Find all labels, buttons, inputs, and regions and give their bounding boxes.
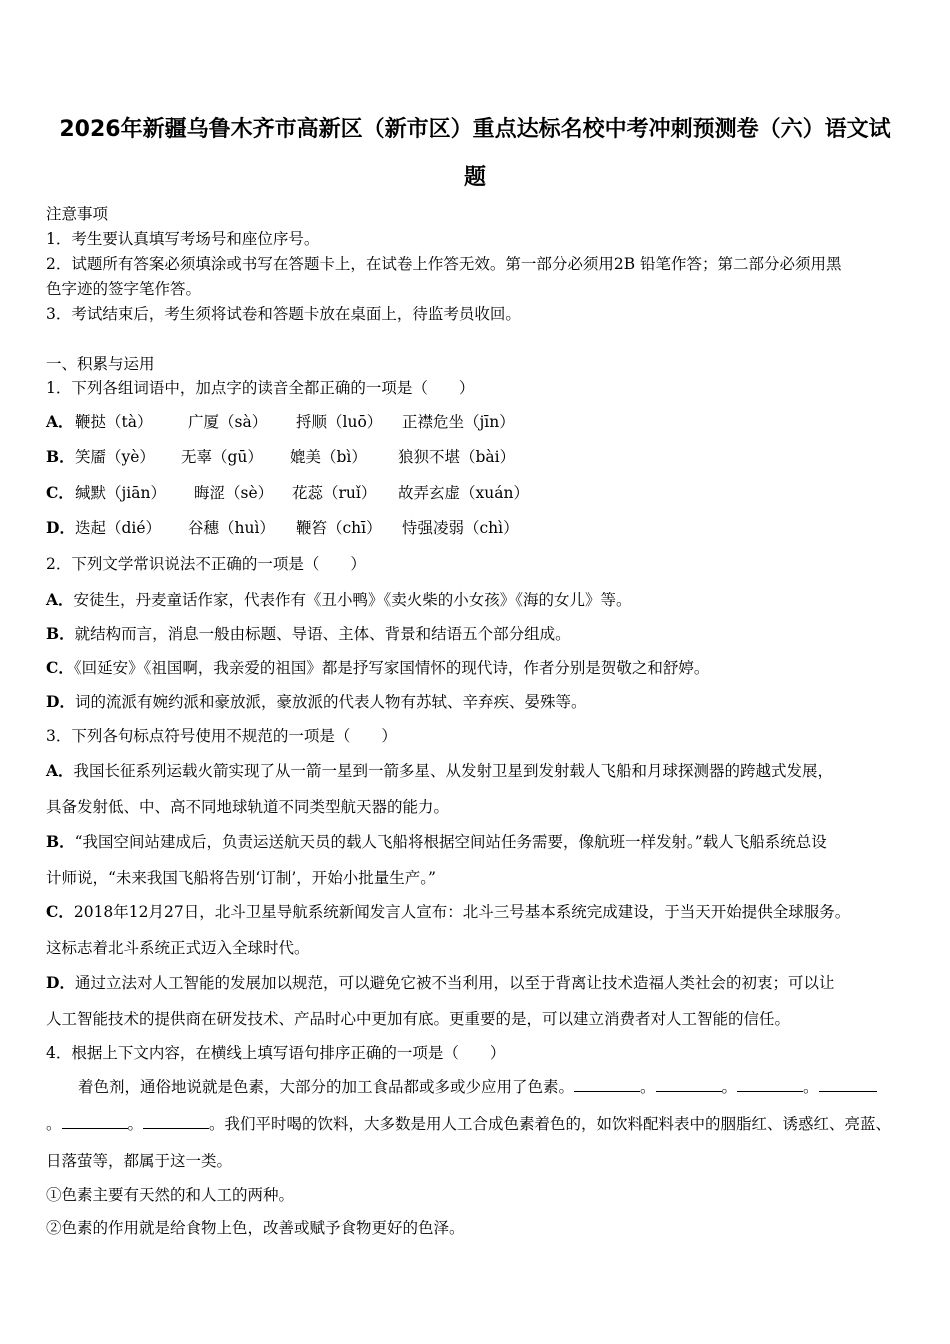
option-word: 恃强凌弱（chì） [402,519,519,537]
option-label: C． [46,483,74,502]
question-3-option-a: A．我国长征系列运载火箭实现了从一箭一星到一箭多星、从发射卫星到发射载人飞船和月球探测器的跨越式发展， [46,761,834,780]
question-3-option-b: B．“我国空间站建成后，负责运送航天员的载人飞船将根据空间站任务需要，像航班一样发射。”载人飞船系统总设 [46,832,827,851]
answer-blank[interactable] [819,1077,877,1092]
option-word: 正襟危坐（jīn） [402,413,515,431]
answer-blank[interactable] [574,1077,640,1092]
question-3-stem: 3．下列各句标点符号使用不规范的一项是（ ） [46,727,397,745]
question-2-option-c: C．《回延安》《祖国啊，我亲爱的祖国》都是抒写家国情怀的现代诗，作者分别是贺敬之和舒婷。 [46,658,710,677]
option-word: 谷穗（huì） [188,519,275,537]
question-4-sentence: ①色素主要有天然的和人工的两种。 [46,1186,295,1204]
notice-item: 3．考试结束后，考生须将试卷和答题卡放在桌面上，待监考员收回。 [46,305,521,323]
question-4-passage-line3: 日落萤等，都属于这一类。 [46,1152,233,1170]
question-2-stem: 2．下列文学常识说法不正确的一项是（ ） [46,555,366,573]
notice-item: 2．试题所有答案必须填涂或书写在答题卡上，在试卷上作答无效。第一部分必须用2B 铅笔作答；第二部分必须用黑 [46,255,842,273]
page-title: 2026年新疆乌鲁木齐市高新区（新市区）重点达标名校中考冲刺预测卷（六）语文试 [59,117,891,142]
option-word: 狼狈不堪（bài） [398,448,516,466]
question-4-sentence: ②色素的作用就是给食物上色，改善或赋予食物更好的色泽。 [46,1219,465,1237]
option-label: A． [46,412,74,431]
notice-heading: 注意事项 [46,205,109,223]
option-word: 鞭挞（tà） [75,413,153,431]
option-word: 媲美（bì） [290,448,367,466]
question-3-option-c-continued: 这标志着北斗系统正式迈入全球时代。 [46,939,310,957]
notice-item: 色字迹的签字笔作答。 [46,280,202,298]
option-word: 捋顺（luō） [296,413,383,431]
question-4-stem: 4．根据上下文内容，在横线上填写语句排序正确的一项是（ ） [46,1044,506,1062]
question-2-option-b: B．就结构而言，消息一般由标题、导语、主体、背景和结语五个部分组成。 [46,624,571,643]
option-word: 笑靥（yè） [75,448,155,466]
option-word: 故弄玄虚（xuán） [398,484,529,502]
question-3-option-c: C．2018年12月27日，北斗卫星导航系统新闻发言人宣布：北斗三号基本系统完成建设，于当天开始提供全球服务。 [46,902,851,921]
page-title-continued: 题 [463,165,486,190]
option-label: B． [46,447,75,466]
answer-blank[interactable] [143,1114,209,1129]
answer-blank[interactable] [737,1077,803,1092]
question-4-passage-line1: 着色剂，通俗地说就是色素，大部分的加工食品都或多或少应用了色素。 。 。 。 [78,1075,877,1097]
question-2-option-a: A．安徒生，丹麦童话作家，代表作有《丑小鸭》《卖火柴的小女孩》《海的女儿》等。 [46,590,632,609]
answer-blank[interactable] [62,1114,128,1129]
option-word: 花蕊（ruǐ） [292,484,377,502]
question-3-option-d-continued: 人工智能技术的提供商在研发技术、产品时心中更加有底。更重要的是，可以建立消费者对人工智能的信任。 [46,1010,791,1028]
question-1-stem: 1．下列各组词语中，加点字的读音全都正确的一项是（ ） [46,379,475,397]
question-3-option-b-continued: 计师说，“未来我国飞船将告别‘订制’，开始小批量生产。” [46,869,436,887]
option-word: 鞭笞（chī） [296,519,382,537]
option-word: 无辜（gū） [181,448,263,466]
option-label: D． [46,518,75,537]
question-2-option-d: D．词的流派有婉约派和豪放派，豪放派的代表人物有苏轼、辛弃疾、晏殊等。 [46,692,587,711]
option-word: 缄默（jiān） [75,484,166,502]
option-word: 晦涩（sè） [194,484,274,502]
option-word: 迭起（dié） [75,519,162,537]
question-3-option-d: D．通过立法对人工智能的发展加以规范，可以避免它被不当利用，以至于背离让技术造福人类社会的初衷；可以让 [46,973,835,992]
question-4-passage-line2: 。 。 。我们平时喝的饮料，大多数是用人工合成色素着色的，如饮料配料表中的胭脂红、诱惑红、亮蓝、 [46,1115,892,1133]
notice-item: 1．考生要认真填写考场号和座位序号。 [46,230,320,248]
section-heading: 一、积累与运用 [46,355,155,373]
answer-blank[interactable] [656,1077,722,1092]
option-word: 广厦（sà） [188,413,268,431]
question-3-option-a-continued: 具备发射低、中、高不同地球轨道不同类型航天器的能力。 [46,798,450,816]
